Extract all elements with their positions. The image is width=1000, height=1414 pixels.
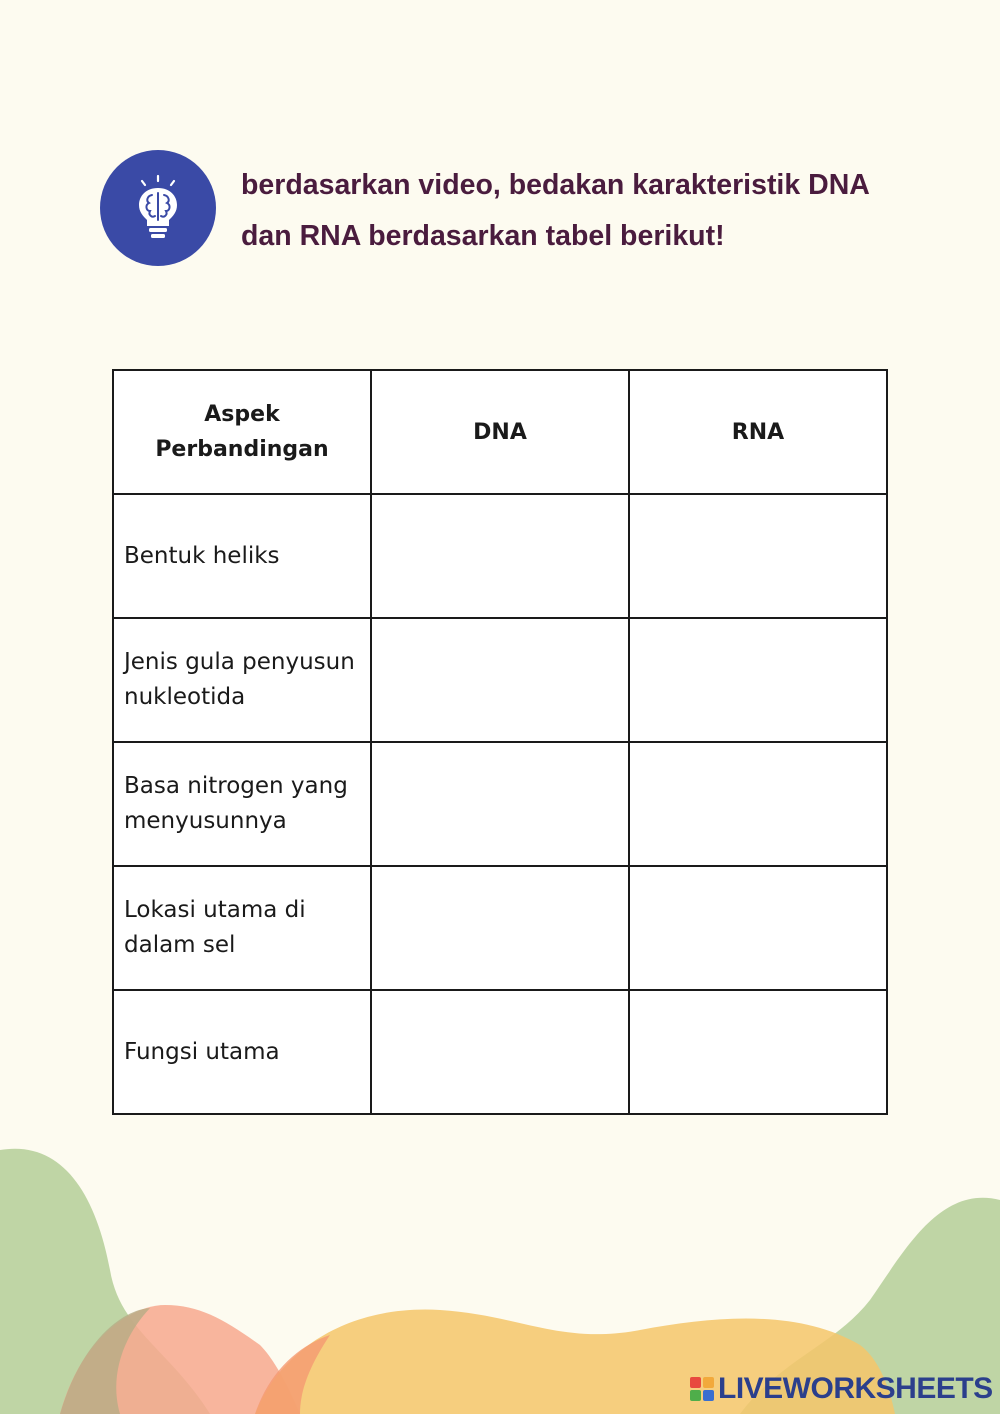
table-header-row xyxy=(113,370,887,494)
dna-answer-cell[interactable] xyxy=(371,990,629,1114)
rna-answer-cell[interactable] xyxy=(629,494,887,618)
rna-answer-cell[interactable] xyxy=(629,618,887,742)
dna-answer-cell[interactable] xyxy=(371,618,629,742)
dna-answer-cell[interactable] xyxy=(371,494,629,618)
comparison-table xyxy=(112,369,888,1115)
aspect-cell: Bentuk heliks xyxy=(113,494,371,618)
aspect-cell: Lokasi utama di dalam sel xyxy=(113,866,371,990)
header-aspek: Aspek Perbandingan xyxy=(113,370,371,494)
aspect-cell: Fungsi utama xyxy=(113,990,371,1114)
table-row xyxy=(113,494,887,618)
liveworksheets-brand xyxy=(690,1372,993,1406)
rna-answer-cell[interactable] xyxy=(629,742,887,866)
header-dna: DNA xyxy=(371,370,629,494)
table-row xyxy=(113,866,887,990)
table-row xyxy=(113,742,887,866)
dna-answer-cell[interactable] xyxy=(371,742,629,866)
rna-answer-cell[interactable] xyxy=(629,990,887,1114)
liveworksheets-wordmark: LIVEWORKSHEETS xyxy=(718,1372,993,1405)
rna-answer-cell[interactable] xyxy=(629,866,887,990)
table-row xyxy=(113,618,887,742)
brain-lightbulb-icon xyxy=(128,174,188,242)
dna-answer-cell[interactable] xyxy=(371,866,629,990)
aspect-cell: Jenis gula penyusun nukleotida xyxy=(113,618,371,742)
instruction-text: berdasarkan video, bedakan karakteristik DNA dan RNA berdasarkan tabel berikut! xyxy=(241,169,869,252)
liveworksheets-logo-icon xyxy=(690,1377,714,1401)
header-rna: RNA xyxy=(629,370,887,494)
aspect-cell: Basa nitrogen yang menyusunnya xyxy=(113,742,371,866)
brain-lightbulb-icon-badge xyxy=(100,150,216,266)
table-row xyxy=(113,990,887,1114)
